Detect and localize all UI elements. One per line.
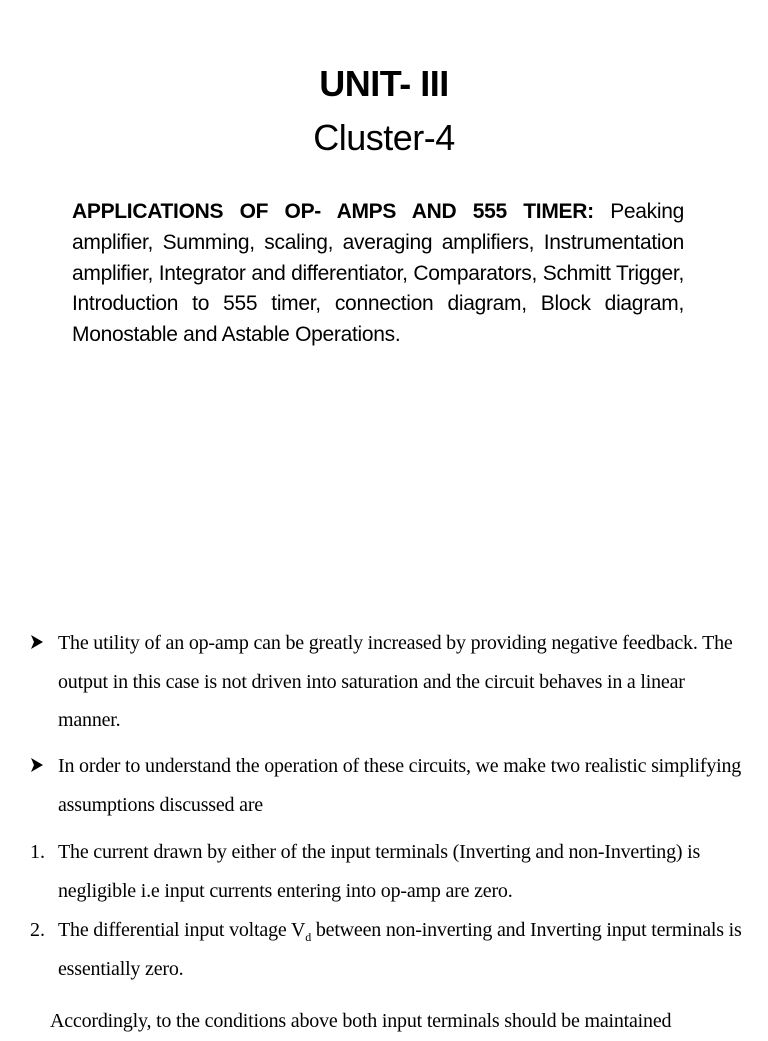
list-number: 2.	[30, 919, 45, 941]
numbered-item-text: between non-inverting and Inverting input terminals is essentially zero.	[58, 919, 742, 980]
content-slide	[0, 576, 768, 1032]
cluster-title: Cluster-4	[313, 117, 455, 158]
numbered-item: The current drawn by either of the input terminals (Inverting and non-Inverting) is negligible i.e input currents entering into op-amp are zero.	[58, 841, 701, 902]
syllabus-paragraph	[72, 197, 684, 351]
voltage-subscript: d	[305, 930, 312, 944]
bullet-item: In order to understand the operation of these circuits, we make two realistic simplifying assumptions discussed are	[58, 755, 742, 816]
numbered-item-text: The differential input voltage V	[58, 919, 306, 941]
arrow-bullet-icon	[30, 747, 56, 786]
syllabus-heading: APPLICATIONS OF OP- AMPS AND 555 TIMER:	[72, 200, 594, 223]
bullet-item: The utility of an op-amp can be greatly increased by providing negative feedback. The output in this case is not driven into saturation and the circuit behaves in a linear manner.	[58, 632, 733, 731]
numbered-item	[58, 911, 748, 988]
truncated-paragraph: Accordingly, to the conditions above both input terminals should be maintained	[50, 1010, 672, 1032]
list-number: 1.	[30, 841, 45, 863]
syllabus-text: Peaking amplifier, Summing, scaling, averaging amplifiers, Instrumentation amplifier, Integrator and differentiator, Comparators, Schmitt Trigger, Introduction to 555 timer, connection diagram, Block diagram, Monostable and Astable Operations.	[72, 200, 684, 347]
unit-title: UNIT- III	[319, 63, 449, 104]
arrow-bullet-icon	[30, 624, 56, 663]
